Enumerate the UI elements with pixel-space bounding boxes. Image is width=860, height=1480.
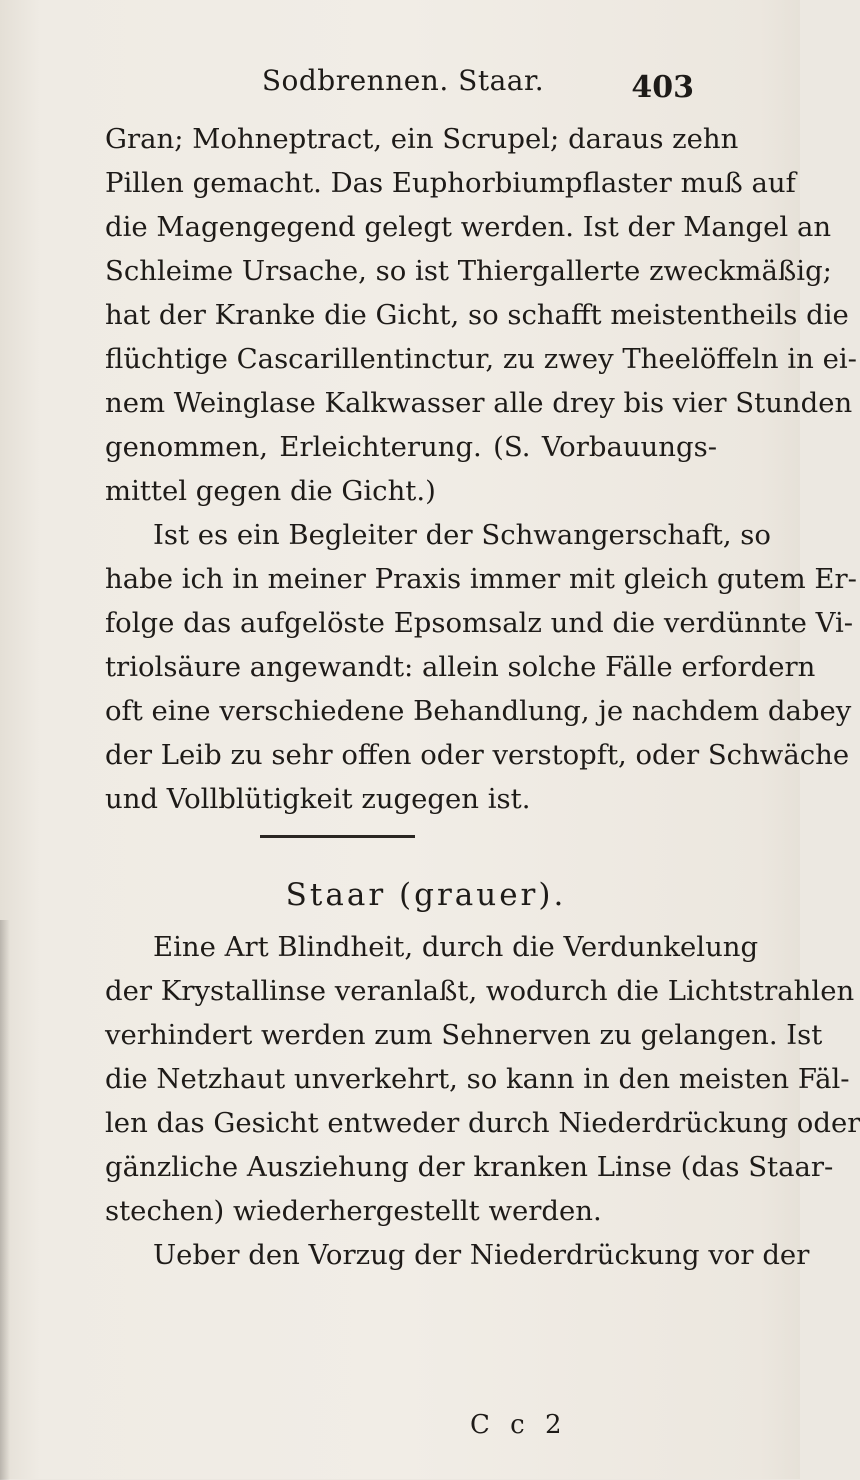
divider-rule — [260, 835, 415, 838]
text-line: mittel gegen die Gicht.) — [105, 475, 436, 507]
text-line: der Krystallinse veranlaßt, wodurch die Lichtstrahlen — [105, 975, 855, 1007]
text-line: Ueber den Vorzug der Niederdrückung vor der — [153, 1239, 810, 1271]
text-line: und Vollblütigkeit zugegen ist. — [105, 783, 531, 815]
text-line: nem Weinglase Kalkwasser alle drey bis vier Stunden — [105, 387, 853, 419]
text-line: der Leib zu sehr offen oder verstopft, oder Schwäche — [105, 739, 850, 771]
text-line: triolsäure angewandt: allein solche Fälle erfordern — [105, 651, 816, 683]
text-line: verhindert werden zum Sehnerven zu gelangen. Ist — [105, 1019, 823, 1051]
text-line: die Netzhaut unverkehrt, so kann in den meisten Fäl- — [105, 1063, 850, 1095]
text-line: Schleime Ursache, so ist Thiergallerte zweckmäßig; — [105, 255, 832, 287]
printer-signature: C c 2 — [470, 1410, 568, 1440]
page-header — [0, 62, 800, 106]
page-edge-shadow — [0, 920, 10, 1480]
text-line: stechen) wiederhergestellt werden. — [105, 1195, 602, 1227]
text-line: die Magengegend gelegt werden. Ist der Mangel an — [105, 211, 832, 243]
text-line: habe ich in meiner Praxis immer mit gleich gutem Er- — [105, 563, 857, 595]
page-number: 403 — [631, 70, 694, 105]
running-head: Sodbrennen. Staar. — [261, 64, 545, 97]
text-line: Gran; Mohneptract, ein Scrupel; daraus zehn — [105, 123, 739, 155]
body-text — [105, 117, 860, 1277]
text-line: Ist es ein Begleiter der Schwangerschaft, so — [153, 519, 771, 551]
text-line: folge das aufgelöste Epsomsalz und die verdünnte Vi- — [105, 607, 854, 639]
text-line: len das Gesicht entweder durch Niederdrückung oder — [105, 1107, 860, 1139]
text-line: flüchtige Cascarillentinctur, zu zwey Theelöffeln in ei- — [105, 343, 857, 375]
text-line: oft eine verschiedene Behandlung, je nachdem dabey — [105, 695, 852, 727]
text-line: hat der Kranke die Gicht, so schafft meistentheils die — [105, 299, 849, 331]
section-divider — [105, 821, 717, 865]
text-line: Pillen gemacht. Das Euphorbiumpflaster muß auf — [105, 167, 796, 199]
section-heading: Staar (grauer). — [285, 877, 567, 913]
text-line: gänzliche Ausziehung der kranken Linse (das Staar- — [105, 1151, 834, 1183]
text-line: Eine Art Blindheit, durch die Verdunkelung — [153, 931, 759, 963]
text-line: genommen, Erleichterung. (S. Vorbauungs- — [105, 431, 717, 463]
